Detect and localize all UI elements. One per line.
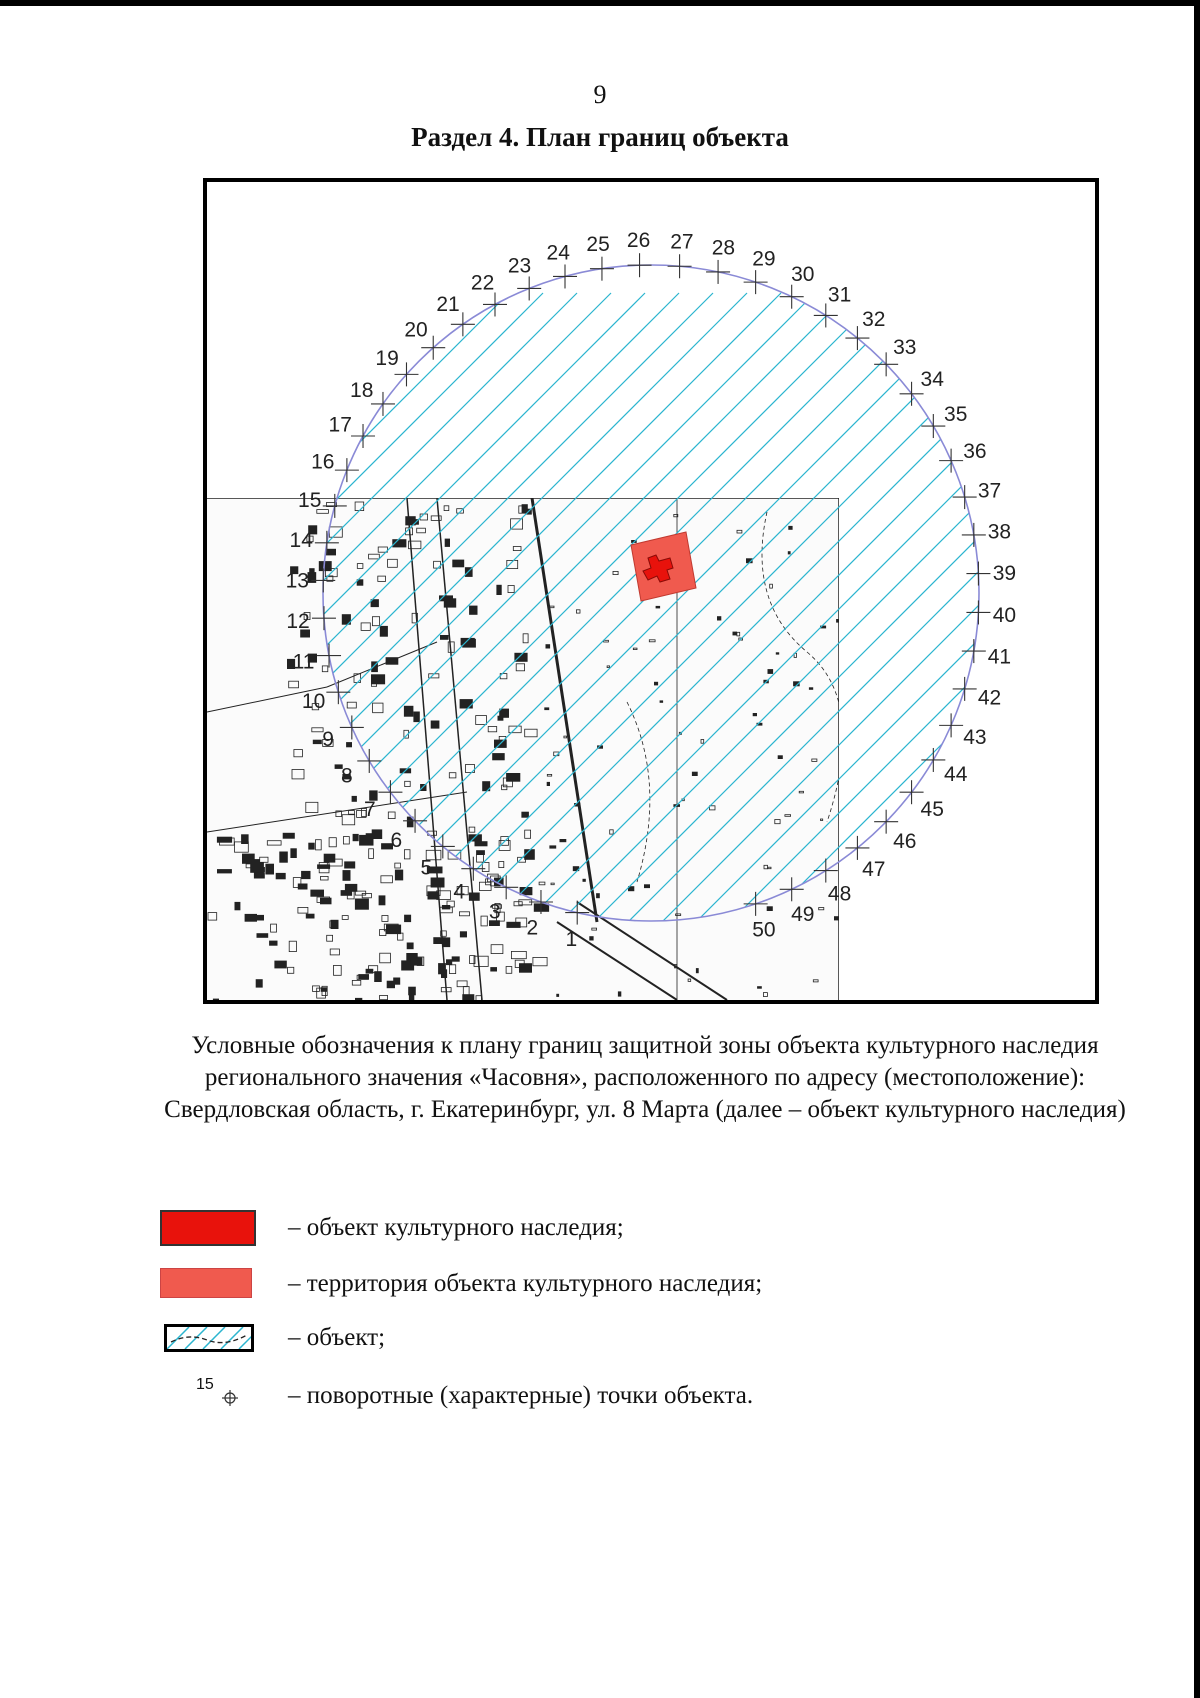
building-block (343, 871, 350, 881)
turning-point-label: 22 (470, 271, 495, 295)
turning-point (311, 450, 359, 482)
building-block (696, 969, 698, 973)
building-block (213, 999, 218, 1000)
legend-item-label: – территория объекта культурного наследия; (288, 1270, 763, 1297)
building-block (276, 873, 285, 879)
turning-point (962, 639, 1011, 669)
turning-point-label: 27 (670, 230, 694, 254)
turning-point (845, 836, 885, 881)
turning-point (668, 230, 694, 278)
building-block (320, 898, 331, 904)
turning-point-label: 7 (363, 798, 376, 821)
building-block (353, 834, 358, 841)
turning-point-label: 13 (285, 569, 309, 593)
turning-point-label: 43 (963, 725, 987, 749)
turning-point (706, 237, 735, 284)
building-block (257, 934, 268, 938)
turning-point-label: 38 (987, 520, 1012, 544)
turning-point-label: 45 (920, 798, 944, 821)
building-block (834, 917, 838, 920)
turning-point-label: 1 (565, 927, 578, 951)
building-block (557, 994, 559, 996)
building-block (242, 854, 254, 863)
turning-point-label: 26 (626, 229, 651, 253)
building-block (644, 885, 649, 888)
heritage-territory (631, 532, 696, 601)
building-block (414, 712, 420, 722)
building-block (545, 708, 549, 710)
building-block (324, 854, 335, 862)
legend-item-label: – объект культурного наследия; (288, 1214, 624, 1241)
turning-point (900, 780, 944, 821)
building-block (266, 864, 274, 874)
building-block (355, 899, 368, 909)
turning-point-label: 18 (350, 378, 374, 402)
hatch-line (865, 293, 1095, 1000)
turning-point-label: 46 (893, 829, 917, 853)
building-block (546, 645, 550, 649)
building-block (345, 884, 357, 891)
building-block (217, 870, 231, 874)
building-block (405, 915, 411, 922)
building-block (372, 830, 382, 839)
building-block (440, 635, 448, 639)
building-block (768, 670, 773, 674)
turning-point (508, 254, 541, 300)
turning-point (586, 233, 614, 281)
building-block (386, 658, 398, 665)
building-block (618, 992, 621, 996)
building-block (431, 878, 444, 887)
building-block (837, 619, 841, 622)
building-block (788, 552, 790, 554)
turning-point-label: 25 (586, 233, 610, 256)
boundary-plan-map (203, 178, 1099, 1004)
building-block (256, 915, 264, 920)
building-block (309, 843, 315, 849)
turning-point-label: 39 (992, 562, 1017, 585)
building-block (313, 740, 321, 744)
turning-point-label: 47 (862, 858, 886, 882)
turning-point-label: 5 (420, 856, 433, 880)
turning-point-label: 11 (292, 650, 315, 674)
building-block (428, 892, 438, 899)
building-block (470, 606, 478, 614)
building-block (654, 682, 657, 685)
turning-point-label: 42 (977, 686, 1002, 710)
building-block (431, 721, 439, 728)
building-block (311, 890, 324, 896)
building-block (453, 560, 464, 567)
building-block (355, 998, 362, 1000)
building-block (758, 987, 762, 989)
turning-point-label: 36 (963, 440, 987, 464)
building-block (352, 796, 357, 801)
building-block (753, 713, 757, 715)
building-block (434, 938, 446, 944)
turning-point (962, 520, 1011, 547)
turning-point-label: 21 (436, 293, 460, 316)
turning-point (780, 263, 815, 309)
building-block (507, 773, 520, 781)
building-block (321, 988, 327, 992)
turning-point (627, 229, 652, 277)
building-block (590, 937, 594, 941)
building-block (522, 812, 529, 817)
turning-point-label: 32 (862, 307, 886, 331)
building-block (452, 957, 459, 962)
page-number: 9 (593, 80, 607, 109)
building-block (717, 617, 721, 621)
building-block (477, 851, 485, 855)
building-block (409, 987, 416, 995)
turning-point (921, 403, 967, 438)
turning-point-sample-label: 15 (196, 1376, 214, 1393)
turning-point (939, 713, 986, 749)
turning-point-label: 20 (404, 318, 428, 342)
turning-point-label: 8 (341, 764, 353, 788)
light-red-filled-rectangle-icon (160, 1268, 252, 1298)
building-block (597, 894, 600, 898)
turning-point-label: 41 (987, 645, 1012, 669)
legend-caption: Условные обозначения к плану границ защитной зоны объекта культурного наследия регионального значения «Часовня», расположенного по адресу (местоположение): Свердловская область, г. Екатеринбург, ул. 8 Марта (далее – объект культурного наследия) (164, 1032, 1126, 1123)
building-block (255, 867, 265, 872)
building-block (256, 980, 262, 988)
building-block (395, 870, 403, 880)
turning-point-label: 15 (298, 489, 322, 512)
legend-item-label: – поворотные (характерные) точки объекта. (288, 1382, 754, 1409)
turning-point-label: 14 (289, 528, 313, 552)
scan-right-edge (1194, 0, 1200, 1698)
turning-point-label: 30 (791, 263, 815, 287)
turning-point-label: 6 (390, 828, 403, 852)
building-block (550, 846, 556, 848)
building-block (245, 914, 257, 921)
turning-point-label: 12 (286, 610, 310, 634)
building-block (469, 893, 479, 901)
building-block (460, 932, 466, 937)
building-block (270, 941, 278, 945)
hatch-line (1035, 293, 1095, 1000)
building-block (306, 914, 314, 918)
building-block (302, 871, 311, 878)
building-block (475, 842, 487, 846)
hatch-line (933, 293, 1095, 1000)
building-block (778, 756, 782, 759)
building-block (331, 920, 338, 928)
turning-point (329, 414, 376, 448)
turning-point (874, 336, 916, 376)
turning-point (404, 318, 445, 359)
building-block (461, 638, 474, 645)
building-block (280, 852, 288, 862)
turning-point-label: 37 (977, 479, 1002, 503)
red-filled-rectangle-icon (160, 1210, 256, 1246)
building-block (298, 884, 307, 889)
building-block (469, 835, 482, 841)
turning-point-label: 40 (992, 604, 1017, 627)
building-block (254, 873, 264, 878)
turning-point-label: 50 (752, 918, 776, 942)
building-block (733, 632, 737, 635)
building-block (404, 706, 413, 716)
turning-point (966, 600, 1016, 627)
turning-point (471, 272, 507, 317)
building-block (310, 569, 315, 578)
turning-point-label: 24 (546, 241, 570, 265)
building-block (692, 772, 697, 776)
building-block (445, 539, 450, 547)
building-block (379, 896, 385, 905)
building-block (660, 701, 663, 703)
turning-point-label: 31 (827, 283, 852, 307)
building-block (371, 675, 384, 684)
turning-point-label: 49 (791, 902, 815, 926)
hatch-line (831, 293, 1095, 1000)
building-block (283, 833, 294, 838)
building-block (498, 716, 503, 720)
scan-top-edge (0, 0, 1200, 6)
turning-point-label: 44 (944, 763, 968, 787)
turning-point-label: 29 (752, 247, 776, 271)
building-block (460, 700, 472, 709)
building-block (583, 879, 586, 881)
turning-point (874, 810, 916, 853)
hatched-boundary-rectangle-icon (164, 1324, 254, 1352)
turning-point-label: 48 (827, 882, 852, 906)
turning-point (375, 347, 418, 386)
turning-point-label: 34 (920, 368, 944, 391)
turning-point-label: 10 (301, 690, 326, 713)
turning-point-label: 9 (322, 728, 334, 752)
building-block (275, 961, 287, 968)
turning-point-label: 33 (893, 336, 917, 360)
turning-point (814, 283, 851, 327)
hatch-line (1069, 293, 1095, 1000)
turning-point-label: 19 (375, 347, 399, 370)
building-block (656, 606, 660, 608)
turning-point-label: 4 (453, 880, 466, 904)
building-block (446, 960, 451, 965)
building-block (407, 943, 413, 949)
building-block (380, 626, 387, 636)
building-block (493, 754, 505, 760)
building-block (386, 925, 400, 934)
hatch-line (1001, 293, 1095, 1000)
building-block (387, 981, 395, 988)
turning-point-label: 16 (311, 450, 335, 474)
section-title: Раздел 4. План границ объекта (411, 122, 789, 152)
building-block (547, 782, 550, 785)
building-block (347, 743, 352, 747)
turning-point-label: 28 (711, 236, 736, 260)
building-block (767, 907, 772, 911)
turning-point-marker-icon (190, 1376, 250, 1416)
turning-point-label: 35 (944, 402, 968, 426)
building-block (809, 688, 813, 690)
building-block (235, 902, 240, 910)
building-block (491, 968, 497, 972)
legend-item-label: – объект; (288, 1324, 386, 1351)
turning-point-label: 17 (328, 413, 352, 437)
turning-point-label: 23 (507, 254, 532, 278)
building-block (560, 839, 566, 841)
building-block (411, 958, 423, 966)
turning-point-label: 3 (488, 900, 501, 924)
building-block (439, 964, 446, 974)
map-canvas (207, 182, 1095, 1000)
building-block (291, 849, 297, 858)
building-block (345, 862, 355, 868)
building-block (519, 964, 531, 973)
hatch-line (967, 293, 1095, 1000)
building-block (789, 526, 793, 529)
building-block (366, 834, 373, 843)
building-block (497, 585, 502, 594)
turning-point (966, 562, 1016, 586)
turning-point-label: 2 (526, 916, 539, 940)
building-block (375, 972, 382, 982)
building-block (776, 653, 779, 655)
